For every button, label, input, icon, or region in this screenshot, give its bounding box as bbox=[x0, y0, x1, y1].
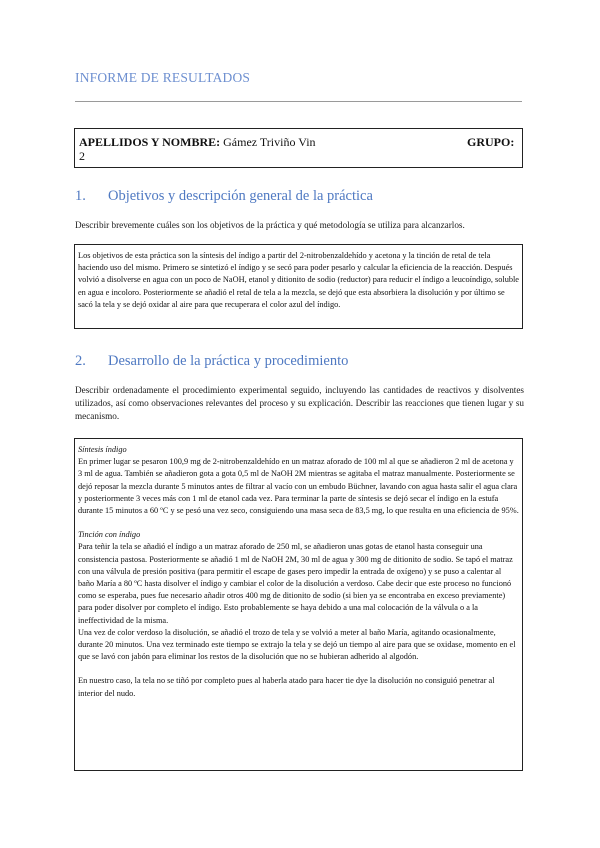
title-divider bbox=[75, 101, 522, 102]
section-1-title: Objetivos y descripción general de la práctica bbox=[108, 188, 373, 204]
synthesis-subheading: Síntesis índigo bbox=[78, 445, 127, 454]
section-2-heading bbox=[75, 352, 348, 370]
dyeing-paragraph-3: En nuestro caso, la tela no se tiñó por completo pues al haberla atado para hacer tie dye la disolución no consiguió penetrar al interior del nudo. bbox=[78, 676, 495, 698]
synthesis-paragraph: En primer lugar se pesaron 100,9 mg de 2-nitrobenzaldehído en un matraz aforado de 100 ml al que se añadieron 2 ml de acetona y 3 ml de agua. También se añadieron gota a gota 0,5 ml de NaOH 2M mientras se agitaba el matraz manualmente. Posteriormente se dejó reposar la mezcla durante 5 minutos antes de filtrar al vacío con un embudo Büchner, lavando con agua hasta salir el agua clara y posteriormente 3 veces más con 1 ml de etanol cada vez. Para terminar la parte de síntesis se dejó secar el índigo en la estufa durante 15 minutos a 60 ºC y se pesó una vez seco, consiguiendo una masa seca de 83,5 mg, lo que resulta en una eficiencia de 95%. bbox=[78, 457, 519, 516]
dyeing-paragraph-1: Para teñir la tela se añadió el índigo a un matraz aforado de 250 ml, se añadieron unas gotas de etanol hasta conseguir una consistencia pastosa. Posteriormente se añadió 1 ml de NaOH 2M, 30 ml de agua y 300 mg de ditionito de sodio. Se tapó el matraz con una válvula de presión positiva (para permitir el escape de gases pero impedir la entrada de oxígeno) y se puso a calentar al baño María a 80 ºC hasta disolver el índigo y cambiar el color de la disolución a verdoso. Cabe decir que este proceso no funcionó como se esperaba, pues fue necesario añadir otros 400 mg de ditionito de sodio (si bien ya se encontraba en exceso previamente) para poder disolver por completo el índigo. Esto probablemente se haya debido a una mal colocación de la válvula o a la ineffectividad de la misma. bbox=[78, 542, 513, 625]
section-2-answer-box bbox=[74, 438, 523, 771]
section-1-heading bbox=[75, 187, 373, 205]
section-2-instruction: Describir ordenadamente el procedimiento experimental seguido, incluyendo las cantidades de reactivos y disolventes utilizados, así como observaciones relevantes del proceso y su explicación. Describir las reacciones que tienen lugar y su mecanismo. bbox=[75, 385, 524, 421]
group-label: GRUPO: bbox=[467, 135, 515, 149]
section-1-answer: Los objetivos de esta práctica son la síntesis del índigo a partir del 2-nitrobenzaldehído y acetona y la tinción de retal de tela haciendo uso del mismo. Primero se sintetizó el índigo y se secó para poder pesarlo y calcular la eficiencia de la reacción. Después volvió a disolverse en agua con un poco de NaOH, etanol y ditionito de sodio (reductor) para reducir el índigo a leucoíndigo, soluble en agua e incoloro. Posteriormente se añadió el retal de tela a la mezcla, se dejó que esta absorbiera la disolución y por último se sacó la tela y se dejó oxidar al aire para que recuperara el color azul del índigo. bbox=[78, 251, 519, 309]
section-2-number: 2. bbox=[75, 353, 86, 369]
section-2-title: Desarrollo de la práctica y procedimiento bbox=[108, 353, 349, 369]
section-1-instruction: Describir brevemente cuáles son los objetivos de la práctica y qué metodología se utiliza para alcanzarlos. bbox=[75, 220, 465, 230]
report-title: INFORME DE RESULTADOS bbox=[75, 70, 251, 85]
dyeing-subheading: Tinción con índigo bbox=[78, 530, 141, 540]
group-value: 2 bbox=[79, 149, 85, 163]
student-info-box bbox=[74, 128, 523, 168]
name-value: Gámez Triviño Vin bbox=[223, 135, 316, 149]
section-1-number: 1. bbox=[75, 188, 86, 204]
paragraph-spacer bbox=[78, 663, 519, 675]
dyeing-paragraph-2: Una vez de color verdoso la disolución, se añadió el trozo de tela y se volvió a meter al baño María, agitando ocasionalmente, durante 20 minutos. Una vez terminado este tiempo se extrajo la tela y se dejó un tiempo al aire para que se oxidase, momento en el que se lavó con jabón para eliminar los restos de la disolución que no se hubieran adherido al algodón. bbox=[78, 627, 516, 662]
paragraph-spacer bbox=[78, 517, 519, 529]
section-1-answer-box bbox=[74, 244, 523, 329]
name-label: APELLIDOS Y NOMBRE: bbox=[79, 135, 221, 149]
